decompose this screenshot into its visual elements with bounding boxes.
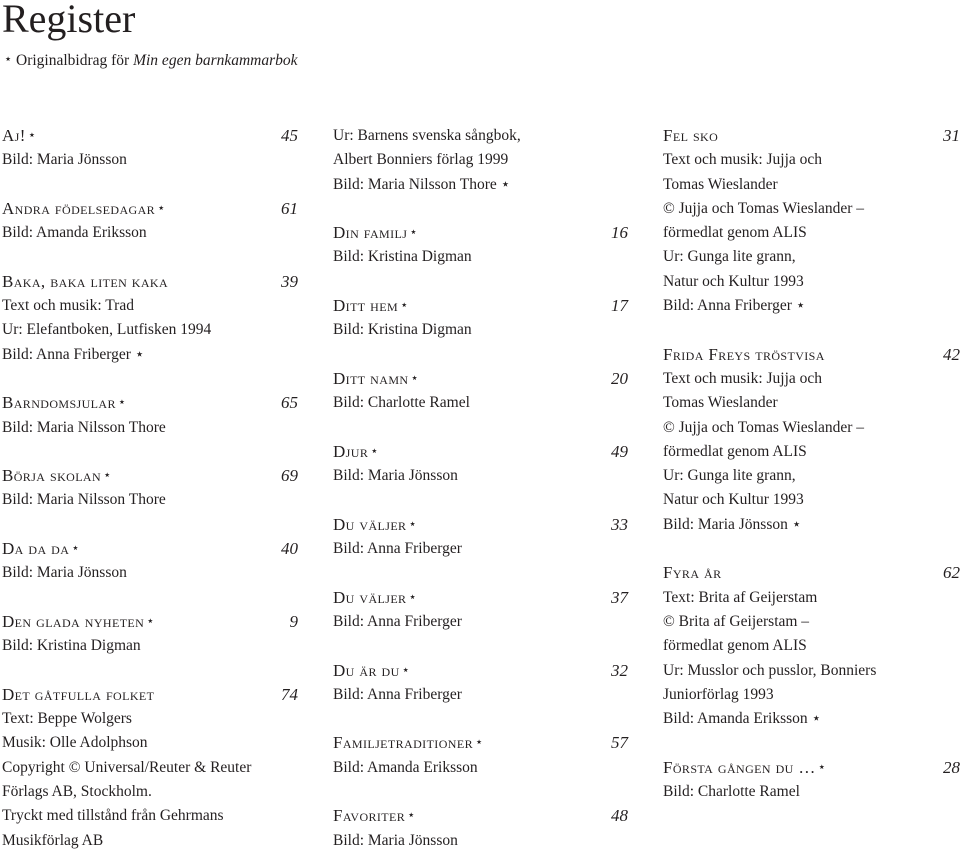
star-icon: ⋆ <box>27 127 37 142</box>
page-number: 33 <box>611 514 628 534</box>
entry-detail: © Jujja och Tomas Wieslander – <box>663 418 865 436</box>
entry-detail: Bild: Charlotte Ramel <box>663 783 800 801</box>
entry-detail: Bild: Anna Friberger <box>333 685 462 703</box>
entry-detail: Tryckt med tillstånd från Gehrmans <box>2 807 224 825</box>
entry-title-text: Första gången du … <box>663 757 816 777</box>
register-entry <box>333 513 628 586</box>
entry-title <box>333 804 628 828</box>
page-number: 20 <box>611 368 628 388</box>
register-entry <box>2 197 298 270</box>
entry-detail: Ur: Barnens svenska sångbok, <box>333 127 521 144</box>
entry-title <box>333 221 628 245</box>
entry-spacer <box>2 586 298 610</box>
page-title: Register <box>2 0 136 41</box>
entry-title <box>333 659 628 683</box>
star-icon: ⋆ <box>817 758 827 774</box>
register-entry <box>333 440 628 513</box>
entry-detail: Bild: Maria Jönsson <box>333 467 458 485</box>
entry-title <box>333 367 628 391</box>
entry-title <box>2 537 298 561</box>
entry-title-text: Din familj <box>333 223 408 243</box>
page-number: 39 <box>281 271 298 291</box>
entry-title-text: Den glada nyheten <box>2 611 145 631</box>
entry-title-text: Aj! <box>2 126 26 145</box>
entry-title <box>663 124 960 148</box>
page-number: 48 <box>611 806 628 826</box>
entry-title <box>333 440 628 464</box>
entry-detail: förmedlat genom ALIS <box>663 637 807 655</box>
entry-detail: Bild: Anna Friberger <box>333 540 462 558</box>
entry-title-text: Da da da <box>2 539 70 559</box>
subtitle-book: Min egen barnkammarbok <box>133 52 298 69</box>
register-entry <box>333 586 628 659</box>
entry-detail: Förlags AB, Stockholm. <box>2 783 152 801</box>
register-entry <box>2 537 298 610</box>
page-number: 16 <box>611 223 628 243</box>
page-number: 45 <box>281 126 298 145</box>
star-icon: ⋆ <box>401 661 411 677</box>
entry-detail: Text och musik: Trad <box>2 297 134 315</box>
entry-detail: Bild: Maria Jönsson <box>2 564 127 582</box>
entry-spacer <box>2 173 298 197</box>
entry-detail: Juniorförlag 1993 <box>663 685 774 703</box>
entry-spacer <box>2 513 298 537</box>
subtitle-text: Originalbidrag för <box>16 52 130 69</box>
entry-title-text: Fyra år <box>663 563 722 583</box>
page-number: 74 <box>281 684 298 704</box>
entry-detail: Bild: Maria Jönsson ⋆ <box>663 515 802 533</box>
register-entry <box>663 561 960 755</box>
entry-spacer <box>333 634 628 658</box>
entry-detail: Bild: Maria Jönsson <box>2 151 127 169</box>
star-icon: ⋆ <box>103 467 112 483</box>
entry-title <box>2 197 298 221</box>
entry-title <box>333 294 628 318</box>
entry-detail: Bild: Kristina Digman <box>333 321 472 339</box>
star-icon: ⋆ <box>71 540 80 556</box>
entry-detail: Bild: Charlotte Ramel <box>333 394 470 412</box>
entry-title-text: Du är du <box>333 660 400 680</box>
entry-spacer <box>663 318 960 342</box>
register-entry <box>333 659 628 732</box>
entry-title <box>2 683 298 707</box>
entry-title <box>2 270 298 294</box>
register-entry <box>2 610 298 683</box>
entry-spacer <box>333 343 628 367</box>
page-number: 37 <box>611 587 628 607</box>
register-entry <box>333 367 628 440</box>
entry-title <box>663 756 960 780</box>
entry-detail: Bild: Maria Jönsson <box>333 831 458 849</box>
star-icon: ⋆ <box>157 199 166 215</box>
entry-spacer <box>333 270 628 294</box>
register-entry <box>333 804 628 853</box>
register-entry <box>333 221 628 294</box>
entry-detail: Bild: Kristina Digman <box>2 637 141 655</box>
entry-detail: Bild: Amanda Eriksson ⋆ <box>663 710 822 728</box>
entry-title <box>663 561 960 585</box>
page-number: 69 <box>281 466 298 486</box>
subtitle <box>2 50 298 72</box>
page-number: 49 <box>611 441 628 461</box>
entry-title-text: Baka, baka liten kaka <box>2 271 169 291</box>
entry-detail: © Brita af Geijerstam – <box>663 612 810 630</box>
entry-title-text: Börja skolan <box>2 466 102 486</box>
entry-title-text: Andra födelsedagar <box>2 198 156 218</box>
star-icon: ⋆ <box>117 394 127 410</box>
entry-title <box>2 391 298 415</box>
entry-title-text: Djur <box>333 441 369 461</box>
star-icon: ⋆ <box>408 515 418 531</box>
entry-title <box>2 610 298 634</box>
register-entry <box>2 683 298 853</box>
entry-detail: Ur: Elefantboken, Lutfisken 1994 <box>2 321 212 339</box>
entry-detail: Bild: Anna Friberger <box>333 612 462 630</box>
entry-detail: Bild: Maria Nilsson Thore <box>2 491 166 509</box>
register-entry <box>333 731 628 804</box>
entry-detail: Bild: Anna Friberger ⋆ <box>663 297 806 315</box>
entry-detail: Text: Brita af Geijerstam <box>663 588 818 606</box>
register-entry <box>2 124 298 197</box>
entry-detail: Copyright © Universal/Reuter & Reuter <box>2 758 252 776</box>
entry-detail: Ur: Musslor och pusslor, Bonniers <box>663 661 877 679</box>
entry-title-text: Du väljer <box>333 514 407 534</box>
entry-detail: © Jujja och Tomas Wieslander – <box>663 199 865 217</box>
entry-spacer <box>663 537 960 561</box>
entry-title-text: Det gåtfulla folket <box>2 684 155 704</box>
star-icon: ⋆ <box>370 442 379 458</box>
register-entry <box>663 756 960 805</box>
register-entry <box>2 464 298 537</box>
star-icon: ⋆ <box>408 588 418 604</box>
entry-spacer <box>333 780 628 804</box>
star-icon: ⋆ <box>410 369 419 385</box>
entry-detail: Musik: Olle Adolphson <box>2 734 148 752</box>
entry-detail: Bild: Kristina Digman <box>333 248 472 266</box>
page-number: 9 <box>289 611 298 631</box>
star-icon: ⋆ <box>146 612 155 628</box>
entry-detail: Ur: Gunga lite grann, <box>663 248 796 266</box>
entry-detail: Tomas Wieslander <box>663 394 778 412</box>
entry-spacer <box>333 707 628 731</box>
entry-title <box>2 124 298 148</box>
entry-spacer <box>333 488 628 512</box>
page-number: 17 <box>611 296 628 316</box>
entry-title <box>333 586 628 610</box>
entry-title <box>2 464 298 488</box>
entry-detail: Albert Bonniers förlag 1999 <box>333 151 509 169</box>
entry-title <box>333 731 628 755</box>
entry-detail: förmedlat genom ALIS <box>663 224 807 242</box>
register-entry <box>2 270 298 391</box>
page-number: 31 <box>943 126 960 145</box>
page-number: 62 <box>943 563 960 583</box>
entry-spacer <box>333 416 628 440</box>
register-entry <box>2 391 298 464</box>
register-column-2 <box>333 124 628 853</box>
entry-detail: Bild: Maria Nilsson Thore <box>2 418 166 436</box>
register-entry <box>663 343 960 562</box>
entry-spacer <box>2 245 298 269</box>
entry-title <box>663 343 960 367</box>
entry-detail: Bild: Anna Friberger ⋆ <box>2 345 145 363</box>
entry-detail: Natur och Kultur 1993 <box>663 272 804 290</box>
entry-detail: Text: Beppe Wolgers <box>2 710 132 728</box>
entry-title-text: Fel sko <box>663 126 719 145</box>
page-number: 65 <box>281 393 298 413</box>
page-number: 32 <box>611 660 628 680</box>
page-number: 40 <box>281 539 298 559</box>
entry-detail: Text och musik: Jujja och <box>663 369 823 387</box>
entry-spacer <box>663 731 960 755</box>
star-icon: ⋆ <box>4 51 13 66</box>
entry-spacer <box>2 440 298 464</box>
entry-detail: Bild: Maria Nilsson Thore ⋆ <box>333 175 511 193</box>
register-entry <box>333 294 628 367</box>
entry-spacer <box>2 659 298 683</box>
entry-detail: Bild: Amanda Eriksson <box>333 758 478 776</box>
entry-detail: Natur och Kultur 1993 <box>663 491 804 509</box>
entry-detail: förmedlat genom ALIS <box>663 442 807 460</box>
entry-title <box>333 513 628 537</box>
register-column-1 <box>2 124 298 853</box>
entry-title-text: Favoriter <box>333 806 406 826</box>
entry-title-text: Du väljer <box>333 587 407 607</box>
page-number: 61 <box>281 198 298 218</box>
page-number: 28 <box>943 757 960 777</box>
register-column-3 <box>663 124 960 804</box>
entry-spacer <box>333 197 628 221</box>
page-number: 57 <box>611 733 628 753</box>
entry-spacer <box>2 367 298 391</box>
entry-title-text: Frida Freys tröstvisa <box>663 344 825 364</box>
register-entry <box>333 124 628 221</box>
entry-title-text: Barndomsjular <box>2 393 116 413</box>
register-entry <box>663 124 960 343</box>
entry-detail: Text och musik: Jujja och <box>663 151 823 169</box>
entry-detail: Tomas Wieslander <box>663 175 778 193</box>
star-icon: ⋆ <box>400 297 409 313</box>
star-icon: ⋆ <box>409 224 418 240</box>
star-icon: ⋆ <box>407 807 416 823</box>
entry-title-text: Ditt namn <box>333 368 409 388</box>
entry-title-text: Ditt hem <box>333 296 399 316</box>
entry-detail: Ur: Gunga lite grann, <box>663 467 796 485</box>
entry-detail: Bild: Amanda Eriksson <box>2 224 147 242</box>
entry-spacer <box>333 561 628 585</box>
page-number: 42 <box>943 344 960 364</box>
entry-title-text: Familjetraditioner <box>333 733 473 753</box>
entry-detail: Musikförlag AB <box>2 831 104 849</box>
star-icon: ⋆ <box>474 734 484 750</box>
